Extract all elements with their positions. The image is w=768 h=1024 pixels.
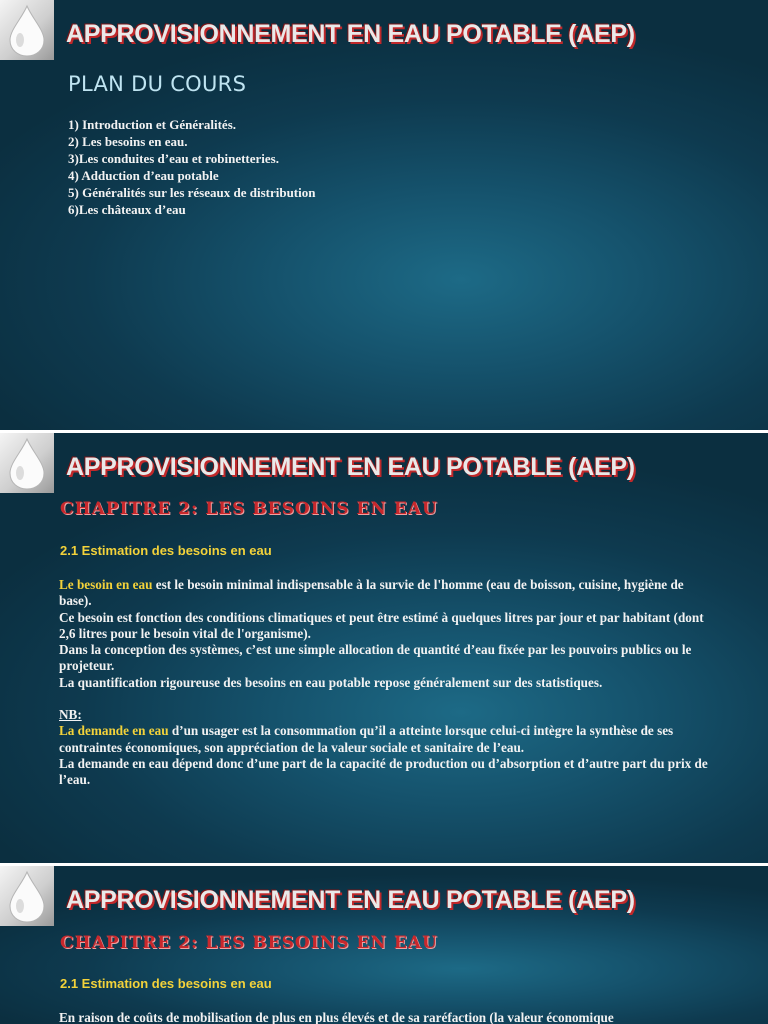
paragraph: La demande en eau dépend donc d’une part de la capacité de production ou d’absorption et d’autre part du prix de l’eau. [59, 755, 708, 788]
slide-3 [0, 866, 768, 1024]
plan-item: 3)Les conduites d’eau et robinetteries. [68, 151, 279, 166]
paragraph: Ce besoin est fonction des conditions climatiques et peut être estimé à quelques litres par jour et par habitant (dont 2,6 litres pour le besoin vital de l'organisme). [59, 609, 704, 641]
slide-title: APPROVISIONNEMENT EN EAU POTABLE (AEP) [66, 453, 635, 481]
slide-title: APPROVISIONNEMENT EN EAU POTABLE (AEP) [66, 886, 635, 914]
plan-item: 5) Généralités sur les réseaux de distribution [68, 185, 316, 200]
plan-item: 1) Introduction et Généralités. [68, 117, 237, 132]
paragraph [59, 723, 719, 756]
plan-item: 4) Adduction d’eau potable [68, 168, 219, 183]
nb-label: NB: [59, 707, 82, 723]
slide-2 [0, 433, 768, 863]
paragraph: En raison de coûts de mobilisation de plus en plus élevés et de sa raréfaction (la valeur économique [59, 1010, 614, 1024]
slide-body [59, 1010, 719, 1024]
chapter-heading: CHAPITRE 2: LES BESOINS EN EAU [60, 933, 438, 953]
section-heading: 2.1 Estimation des besoins en eau [60, 976, 272, 991]
highlight-term: La demande en eau [59, 723, 169, 739]
water-drop-logo-icon [0, 433, 54, 493]
section-heading: 2.1 Estimation des besoins en eau [60, 543, 272, 558]
paragraph: La quantification rigoureuse des besoins en eau potable repose généralement sur des statistiques. [59, 674, 603, 690]
plan-heading: PLAN DU COURS [68, 72, 247, 96]
plan-list [68, 116, 315, 218]
chapter-heading: CHAPITRE 2: LES BESOINS EN EAU [60, 499, 438, 519]
plan-item: 6)Les châteaux d’eau [68, 202, 186, 217]
paragraph [59, 577, 719, 610]
water-drop-logo-icon [0, 0, 54, 60]
paragraph: Dans la conception des systèmes, c’est une simple allocation de quantité d’eau fixée par les pouvoirs publics ou le projeteur. [59, 642, 692, 674]
plan-item: 2) Les besoins en eau. [68, 134, 188, 149]
slide-body [59, 577, 719, 789]
paragraph-text: est le besoin minimal indispensable à la survie de l'homme (eau de boisson, cuisine, hygiène de base). [59, 577, 684, 609]
slide-1 [0, 0, 768, 430]
water-drop-logo-icon [0, 866, 54, 926]
paragraph-text: d’un usager est la consommation qu’il a atteinte lorsque celui-ci intègre la synthèse de ses contraintes économiques, son appréciation de la valeur sociale et sanitaire de l’eau. [59, 723, 674, 755]
slide-title: APPROVISIONNEMENT EN EAU POTABLE (AEP) [66, 20, 635, 48]
highlight-term: Le besoin en eau [59, 577, 153, 592]
